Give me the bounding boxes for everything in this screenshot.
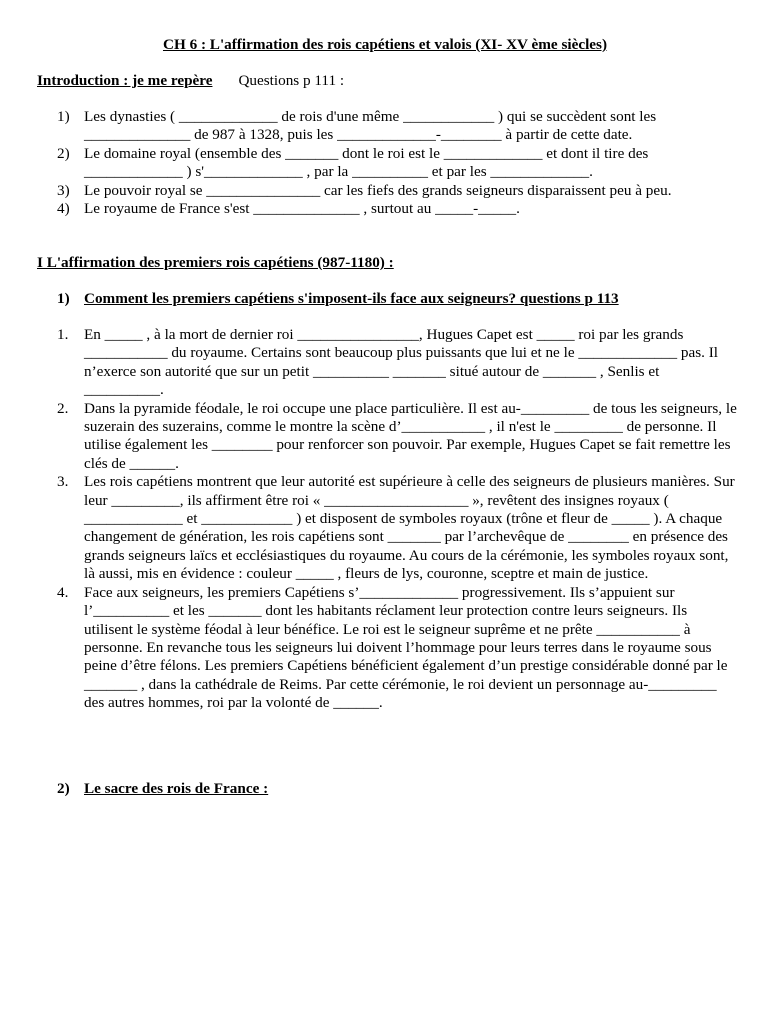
intro-questions: Questions p 111 :: [238, 72, 345, 89]
intro-label: Introduction : je me repère: [37, 72, 213, 89]
item-text: En _____ , à la mort de dernier roi ________________, Hugues Capet est _____ roi par les grands ___________ du royaume. Certains sont beaucoup plus puissants que lui et ne le _____________ pas. Il n’exerce son autorité que sur un petit __________ _______ situé autour de _______ , Senlis et __________.: [84, 326, 718, 399]
section-heading: I L'affirmation des premiers rois capétiens (987-1180) :: [37, 254, 394, 271]
subsection-heading: [57, 780, 268, 798]
item-number: 3.: [57, 473, 69, 491]
intro-line: [37, 72, 344, 90]
item-text: Face aux seigneurs, les premiers Capétiens s’_____________ progressivement. Ils s’appuient sur l’__________ et les _______ dont les habitants réclament leur protection contre leurs seigneurs. Ils utilisent le système féodal à leur bénéfice. Le roi est le seigneur suprême et ne prête ___________ à personne. En revanche tous les seigneurs lui doivent l’hommage pour leurs terres dans le royaume sous peine d’être félons. Les premiers Capétiens bénéficient également d’un prestige considérable donné par le _______ , dans la cathédrale de Reims. Par cette cérémonie, le roi devient un personnage au-_________ des autres hommes, roi par la volonté de ______.: [84, 583, 728, 712]
subsection-title: Le sacre des rois de France :: [84, 780, 269, 797]
intro-list: [57, 108, 737, 218]
item-number: 4.: [57, 583, 69, 601]
item-text: Dans la pyramide féodale, le roi occupe une place particulière. Il est au-_________ de tous les seigneurs, le suzerain des suzerains, comme le montre la scène d’___________ , il n'est le _________ de personne. Il utilise également les ________ pour renforcer son pouvoir. Par exemple, Hugues Capet se fait remettre les clés de ______.: [84, 399, 737, 472]
item-number: 4): [57, 200, 70, 218]
list-item: [57, 145, 737, 182]
list-item: [57, 108, 737, 145]
item-text: Le domaine royal (ensemble des _______ dont le roi est le _____________ et dont il tire des _____________ ) s'_____________ , par la __________ et par les _____________.: [84, 144, 649, 181]
list-item: [57, 200, 737, 218]
list-item: [57, 400, 737, 474]
list-item: [57, 473, 737, 583]
item-text: Le royaume de France s'est ______________ , surtout au _____-_____.: [84, 200, 520, 218]
item-number: 1): [57, 108, 70, 125]
subsection-title: Comment les premiers capétiens s'imposent-ils face aux seigneurs? questions p 113: [84, 290, 619, 307]
item-number: 1.: [57, 326, 69, 343]
page-title: CH 6 : L'affirmation des rois capétiens et valois (XI- XV ème siècles): [162, 36, 608, 53]
list-item: [57, 584, 737, 713]
item-number: 3): [57, 181, 70, 199]
item-number: 2): [57, 144, 70, 162]
item-number: 2.: [57, 399, 69, 417]
item-text: Les rois capétiens montrent que leur autorité est supérieure à celle des seigneurs de plusieurs manières. Sur leur _________, ils affirment être roi « ___________________ », revêtent des insignes royaux ( _____________ et ____________ ) et disposent de symboles royaux (trône et fleur de _____ ). A chaque changement de génération, les rois capétiens sont _______ par l’archevêque de ________ en présence des grands seigneurs laïcs et ecclésiastiques du royaume. Au cours de la cérémonie, les symboles royaux sont, là aussi, mis en évidence : couleur _____ , fleurs de lys, couronne, sceptre et main de justice.: [84, 473, 735, 583]
item-text: Le pouvoir royal se _______________ car les fiefs des grands seigneurs disparaissent peu à peu.: [84, 181, 672, 199]
section-list: [57, 326, 737, 713]
list-item: [57, 326, 737, 400]
subsection-number: 1): [57, 290, 70, 307]
list-item: [57, 182, 737, 200]
subsection-number: 2): [57, 780, 70, 797]
subsection-heading: [57, 290, 619, 308]
item-text: Les dynasties ( _____________ de rois d'une même ____________ ) qui se succèdent sont les ______________ de 987 à 1328, puis les _____________-________ à partir de cette date.: [84, 108, 657, 144]
